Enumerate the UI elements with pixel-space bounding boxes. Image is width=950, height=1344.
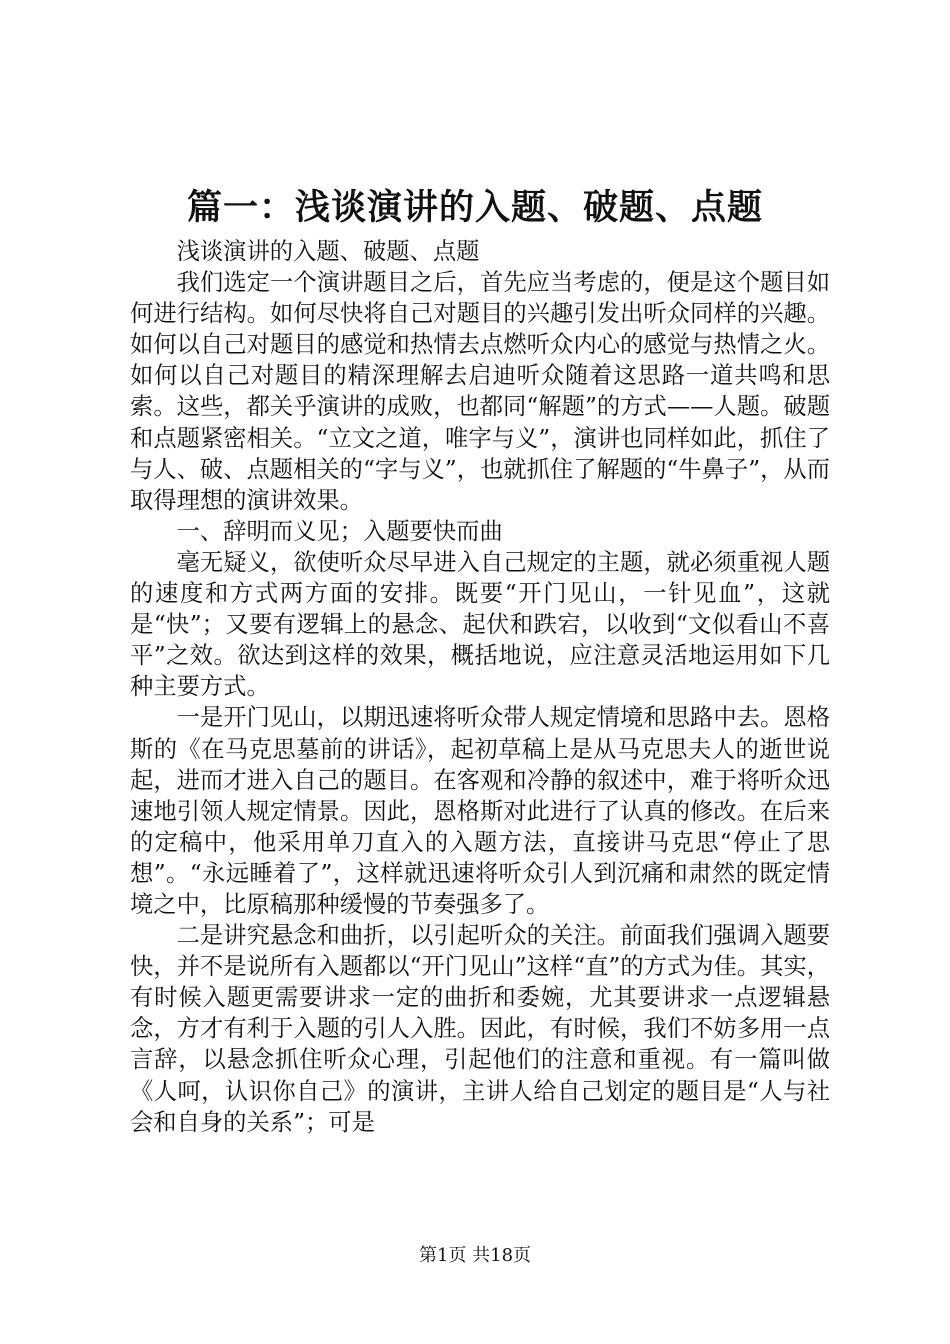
body-paragraph: 我们选定一个演讲题目之后，首先应当考虑的，便是这个题目如何进行结构。如何尽快将自己对题目的兴趣引发出听众同样的兴趣。如何以自己对题目的感觉和热情去点燃听众内心的感觉与热情之火。如何以自己对题目的精深理解去启迪听众随着这思路一道共鸣和思索。这些，都关乎演讲的成败，也都同“解题”的方式——人题。破题和点题紧密相关。“立文之道，唯字与义”，演讲也同样如此，抓住了与人、破、点题相关的“字与义”，也就抓住了解题的“牛鼻子”，从而取得理想的演讲效果。 [130,269,830,514]
document-body [130,236,830,1138]
page-footer: 第1页 共18页 [418,1245,532,1266]
section-heading: 一、辞明而义见；入题要快而曲 [176,517,503,545]
subtitle-paragraph: 浅谈演讲的入题、破题、点题 [176,238,480,265]
body-paragraph: 二是讲究悬念和曲折，以引起听众的关注。前面我们强调入题要快，并不是说所有入题都以“开门见山”这样“直”的方式为佳。其实，有时候入题更需要讲求一定的曲折和委婉，尤其要讲求一点逻辑悬念，方才有利于入题的引人入胜。因此，有时候，我们不妨多用一点言辞，以悬念抓住听众心理，引起他们的注意和重视。有一篇叫做《人呵，认识你自己》的演讲，主讲人给自己划定的题目是“人与社会和自身的关系”；可是 [130,922,830,1136]
body-paragraph: 毫无疑义，欲使听众尽早进入自己规定的主题，就必须重视人题的速度和方式两方面的安排。既要“开门见山，一针见血”，这就是“快”；又要有逻辑上的悬念、起伏和跌宕，以收到“文似看山不喜平”之效。欲达到这样的效果，概括地说，应注意灵活地运用如下几种主要方式。 [130,548,830,701]
document-title: 篇一：浅谈演讲的入题、破题、点题 [186,188,763,228]
body-paragraph: 一是开门见山，以期迅速将听众带人规定情境和思路中去。恩格斯的《在马克思墓前的讲话》，起初草稿上是从马克思夫人的逝世说起，进而才进入自己的题目。在客观和冷静的叙述中，难于将听众迅速地引领人规定情景。因此，恩格斯对此进行了认真的修改。在后来的定稿中，他采用单刀直入的入题方法，直接讲马克思“停止了思想”。“永远睡着了”，这样就迅速将听众引人到沉痛和肃然的既定情境之中，比原稿那种缓慢的节奏强多了。 [130,704,830,918]
